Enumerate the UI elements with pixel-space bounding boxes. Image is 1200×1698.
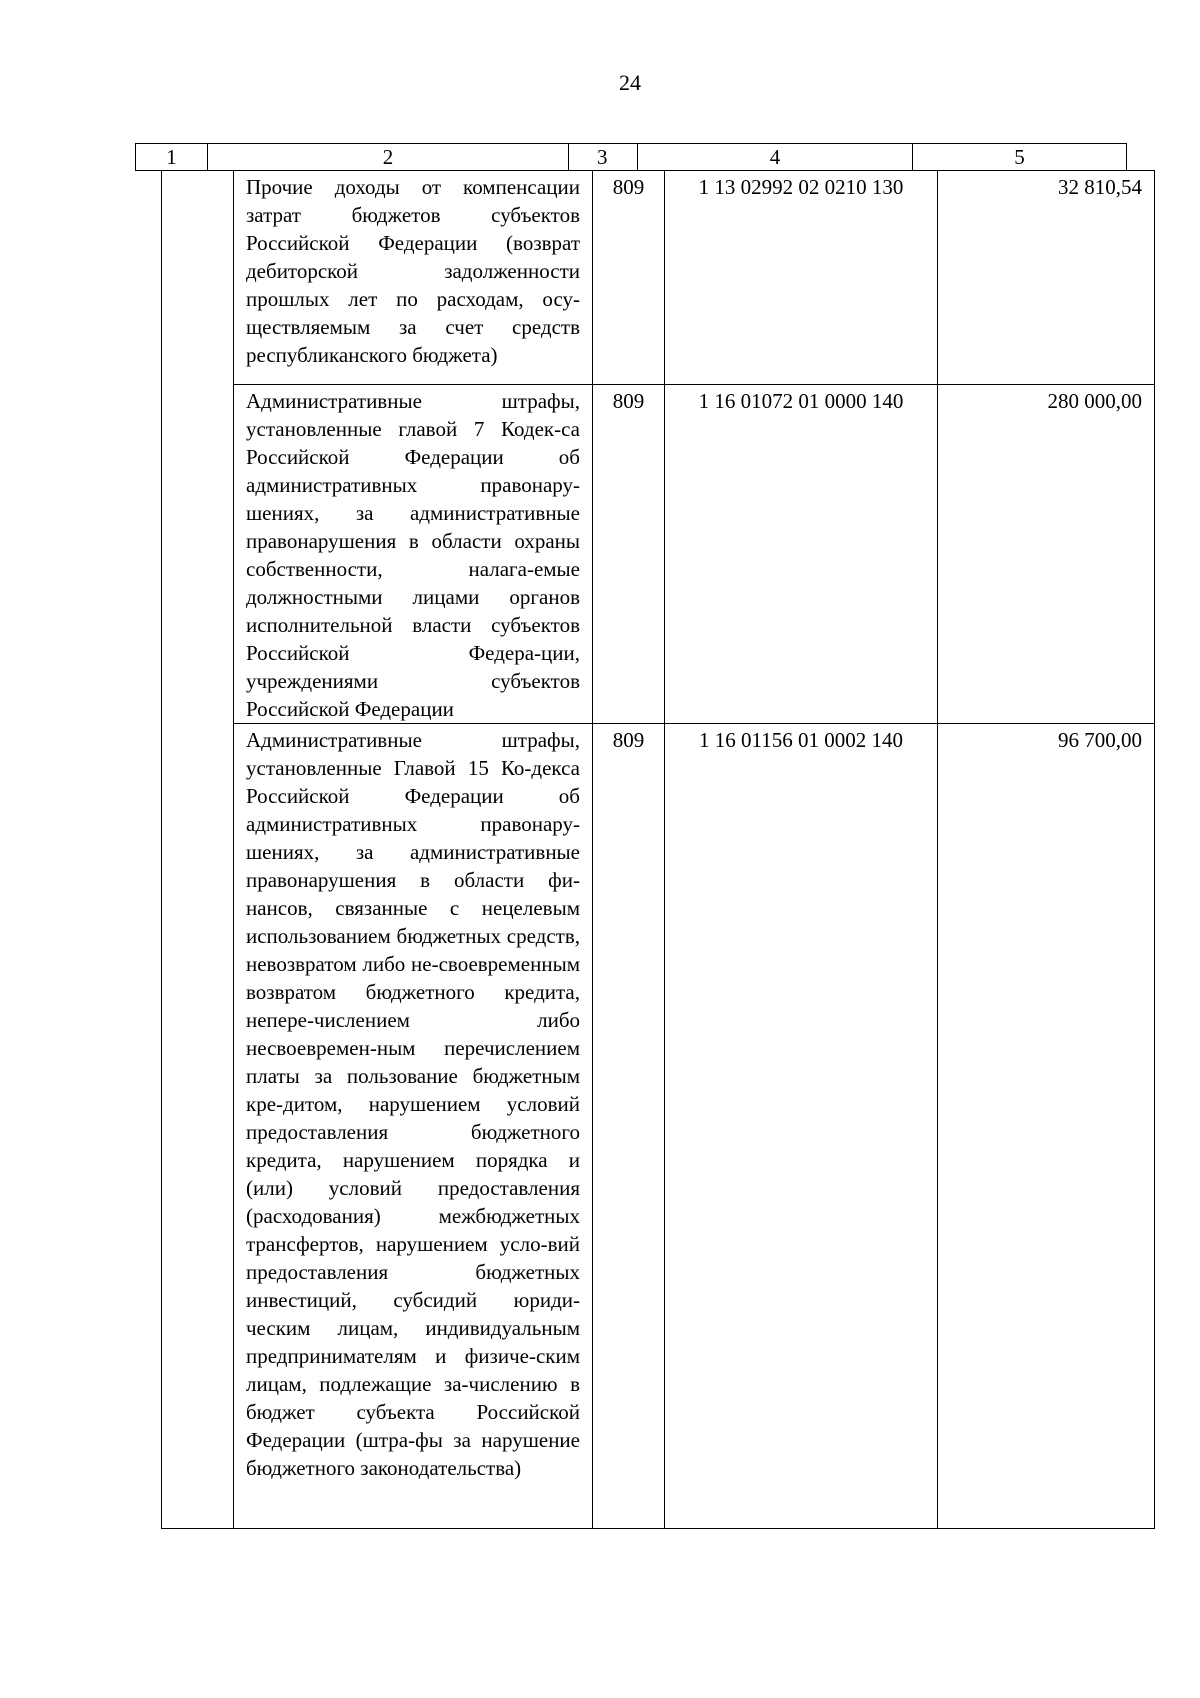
table-row xyxy=(162,171,1155,385)
row-number-cell xyxy=(162,724,234,1529)
row-number-cell xyxy=(162,385,234,724)
column-header-5: 5 xyxy=(912,143,1127,171)
row-number-cell xyxy=(162,171,234,385)
row-admin-code: 809 xyxy=(593,385,665,724)
row-description: Прочие доходы от компенсации затрат бюджетов субъектов Российской Федерации (возврат дебиторской задолженности прошлых лет по расходам, осу-ществляемым за счет средств республиканского бюджета) xyxy=(234,171,593,385)
row-kbk-code: 1 16 01072 01 0000 140 xyxy=(665,385,938,724)
row-admin-code: 809 xyxy=(593,171,665,385)
column-header-2: 2 xyxy=(207,143,569,171)
row-kbk-code: 1 13 02992 02 0210 130 xyxy=(665,171,938,385)
row-description: Административные штрафы, установленные главой 7 Кодек-са Российской Федерации об административных правонару-шениях, за административные правонарушения в области охраны собственности, налага-емые должностными лицами органов исполнительной власти субъектов Российской Федера-ции, учреждениями субъектов Российской Федерации xyxy=(234,385,593,724)
table-row xyxy=(162,724,1155,1529)
row-description: Административные штрафы, установленные Главой 15 Ко-декса Российской Федерации об административных правонару-шениях, за административные правонарушения в области фи-нансов, связанные с нецелевым использованием бюджетных средств, невозвратом либо не-своевременным возвратом бюджетного кредита, непере-числением либо несвоевремен-ным перечислением платы за пользование бюджетным кре-дитом, нарушением условий предоставления бюджетного кредита, нарушением порядка и (или) условий предоставления (расходования) межбюджетных трансфертов, нарушением усло-вий предоставления бюджетных инвестиций, субсидий юриди-ческим лицам, индивидуальным предпринимателям и физиче-ским лицам, подлежащие за-числению в бюджет субъекта Российской Федерации (штра-фы за нарушение бюджетного законодательства) xyxy=(234,724,593,1529)
table-row xyxy=(162,385,1155,724)
column-header-3-label: 3 xyxy=(597,145,608,169)
row-admin-code: 809 xyxy=(593,724,665,1529)
column-header-4: 4 xyxy=(637,143,913,171)
row-amount: 280 000,00 xyxy=(938,385,1155,724)
column-header-1: 1 xyxy=(135,143,208,171)
column-header-3 xyxy=(568,143,638,171)
row-amount: 96 700,00 xyxy=(938,724,1155,1529)
row-amount: 32 810,54 xyxy=(938,171,1155,385)
revenue-table xyxy=(161,170,1155,1529)
page-number: 24 xyxy=(619,70,641,95)
row-kbk-code: 1 16 01156 01 0002 140 xyxy=(665,724,938,1529)
